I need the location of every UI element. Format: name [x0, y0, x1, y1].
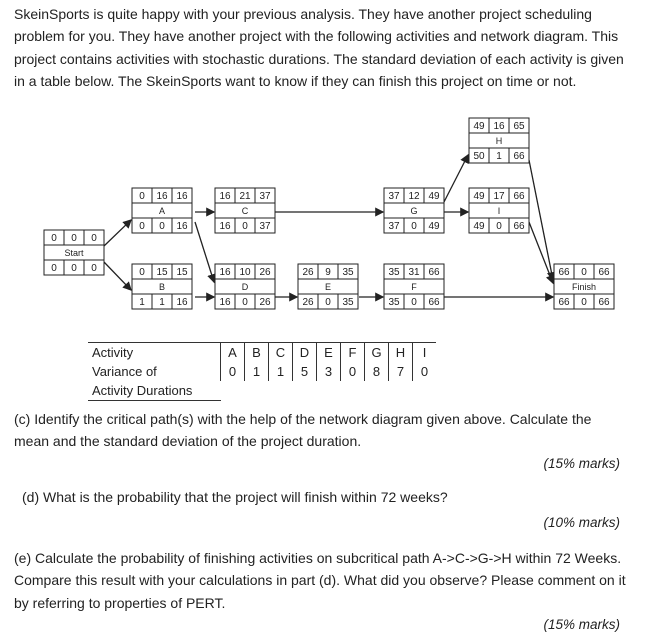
node-top-value: 17: [493, 191, 505, 202]
node-top-value: 49: [473, 191, 485, 202]
node-f: [384, 264, 444, 309]
node-top-value: 0: [139, 191, 145, 202]
arrow-i-finish: [529, 222, 553, 283]
variance-cell: 1: [245, 362, 269, 381]
activity-cell: F: [341, 343, 365, 363]
arrow-start-a: [104, 220, 131, 246]
row-label-durations: Activity Durations: [88, 381, 221, 401]
node-label: C: [241, 206, 249, 216]
node-bottom-value: 16: [219, 297, 231, 308]
variance-cell: 7: [389, 362, 413, 381]
node-top-value: 0: [51, 233, 57, 244]
row-label-variance: Variance of: [92, 364, 157, 379]
activity-cell: E: [317, 343, 341, 363]
node-bottom-value: 16: [219, 221, 231, 232]
node-top-value: 16: [219, 191, 231, 202]
node-top-value: 35: [342, 267, 354, 278]
node-top-value: 0: [91, 233, 97, 244]
node-top-value: 66: [513, 191, 525, 202]
node-bottom-value: 0: [242, 221, 248, 232]
node-bottom-value: 49: [428, 221, 440, 232]
node-top-value: 26: [259, 267, 271, 278]
node-top-value: 31: [408, 267, 420, 278]
arrow-h-finish: [529, 160, 553, 280]
activity-cell: I: [413, 343, 437, 363]
node-top-value: 37: [259, 191, 271, 202]
arrow-start-b: [104, 262, 131, 290]
variance-cell: 0: [413, 362, 437, 381]
node-top-value: 21: [239, 191, 251, 202]
node-bottom-value: 50: [473, 151, 485, 162]
node-bottom-value: 66: [558, 297, 570, 308]
activity-cell: G: [365, 343, 389, 363]
arrow-a-d: [195, 222, 214, 282]
node-top-value: 0: [581, 267, 587, 278]
node-label: I: [497, 206, 501, 216]
node-bottom-value: 37: [259, 221, 271, 232]
marks-e: (15% marks): [543, 617, 620, 632]
node-bottom-value: 35: [388, 297, 400, 308]
node-bottom-value: 37: [388, 221, 400, 232]
node-top-value: 26: [302, 267, 314, 278]
node-bottom-value: 0: [581, 297, 587, 308]
node-b: [132, 264, 192, 309]
marks-c: (15% marks): [543, 456, 620, 471]
node-a: [132, 188, 192, 233]
node-top-value: 0: [71, 233, 77, 244]
variance-cell: 8: [365, 362, 389, 381]
node-c: [215, 188, 275, 233]
question-c: (c) Identify the critical path(s) with the help of the network diagram given above. Calculate the mean and the standard deviation of the project duration.: [14, 411, 592, 450]
node-top-value: 66: [558, 267, 570, 278]
node-top-value: 66: [598, 267, 610, 278]
node-bottom-value: 1: [139, 297, 145, 308]
node-label: B: [158, 282, 166, 292]
activity-cell: H: [389, 343, 413, 363]
arrow-g-h: [444, 155, 468, 202]
node-d: [215, 264, 275, 309]
node-label: A: [158, 206, 166, 216]
node-start: [44, 230, 104, 275]
variance-cell: 0: [221, 362, 245, 381]
node-bottom-value: 35: [342, 297, 354, 308]
node-bottom-value: 0: [71, 263, 77, 274]
activity-cell: B: [245, 343, 269, 363]
node-top-value: 12: [408, 191, 420, 202]
node-top-value: 49: [473, 121, 485, 132]
node-top-value: 66: [428, 267, 440, 278]
node-bottom-value: 1: [496, 151, 502, 162]
node-bottom-value: 66: [513, 151, 525, 162]
node-label: Finish: [571, 282, 597, 292]
intro-paragraph: SkeinSports is quite happy with your previous analysis. They have another project scheduling problem for you. They have another project with the following activities and network diagram. This project contains activities with stochastic durations. The standard deviation of each activity is given in a table below. The SkeinSports want to know if they can finish this project on time or not.: [14, 6, 624, 89]
node-label: G: [410, 206, 418, 216]
node-bottom-value: 0: [411, 297, 417, 308]
node-top-value: 15: [156, 267, 168, 278]
node-top-value: 16: [493, 121, 505, 132]
node-h: [469, 118, 529, 163]
node-top-value: 35: [388, 267, 400, 278]
node-bottom-value: 0: [411, 221, 417, 232]
node-bottom-value: 16: [176, 221, 188, 232]
node-label: H: [495, 136, 503, 146]
node-bottom-value: 0: [159, 221, 165, 232]
activity-cell: A: [221, 343, 245, 363]
marks-d: (10% marks): [543, 515, 620, 530]
node-label: E: [324, 282, 332, 292]
node-top-value: 16: [219, 267, 231, 278]
question-e: (e) Calculate the probability of finishing activities on subcritical path A->C->G->H within 72 Weeks. Compare this result with your calculations in part (d). What did you observe? Please comment on it by referring to properties of PERT.: [14, 550, 626, 611]
node-finish: [554, 264, 614, 309]
node-top-value: 16: [176, 191, 188, 202]
node-bottom-value: 66: [598, 297, 610, 308]
node-top-value: 16: [156, 191, 168, 202]
node-bottom-value: 0: [242, 297, 248, 308]
activity-cell: D: [293, 343, 317, 363]
node-top-value: 15: [176, 267, 188, 278]
node-g: [384, 188, 444, 233]
node-label: D: [241, 282, 249, 292]
node-bottom-value: 66: [428, 297, 440, 308]
node-top-value: 0: [139, 267, 145, 278]
node-top-value: 49: [428, 191, 440, 202]
node-e: [298, 264, 358, 309]
node-top-value: 9: [325, 267, 331, 278]
variance-cell: 0: [341, 362, 365, 381]
node-bottom-value: 1: [159, 297, 165, 308]
node-bottom-value: 26: [259, 297, 271, 308]
node-bottom-value: 0: [496, 221, 502, 232]
question-d: (d) What is the probability that the project will finish within 72 weeks?: [22, 489, 448, 505]
node-bottom-value: 49: [473, 221, 485, 232]
node-i: [469, 188, 529, 233]
node-bottom-value: 66: [513, 221, 525, 232]
node-top-value: 10: [239, 267, 251, 278]
node-label: Start: [64, 248, 84, 258]
row-label-activity: Activity: [88, 343, 221, 363]
variance-table: [88, 342, 436, 401]
node-bottom-value: 0: [91, 263, 97, 274]
activity-cell: C: [269, 343, 293, 363]
variance-cell: 3: [317, 362, 341, 381]
node-bottom-value: 26: [302, 297, 314, 308]
variance-cell: 1: [269, 362, 293, 381]
variance-cell: 5: [293, 362, 317, 381]
node-top-value: 37: [388, 191, 400, 202]
node-label: F: [411, 282, 417, 292]
node-bottom-value: 0: [51, 263, 57, 274]
node-top-value: 65: [513, 121, 525, 132]
node-bottom-value: 0: [139, 221, 145, 232]
node-bottom-value: 0: [325, 297, 331, 308]
node-bottom-value: 16: [176, 297, 188, 308]
